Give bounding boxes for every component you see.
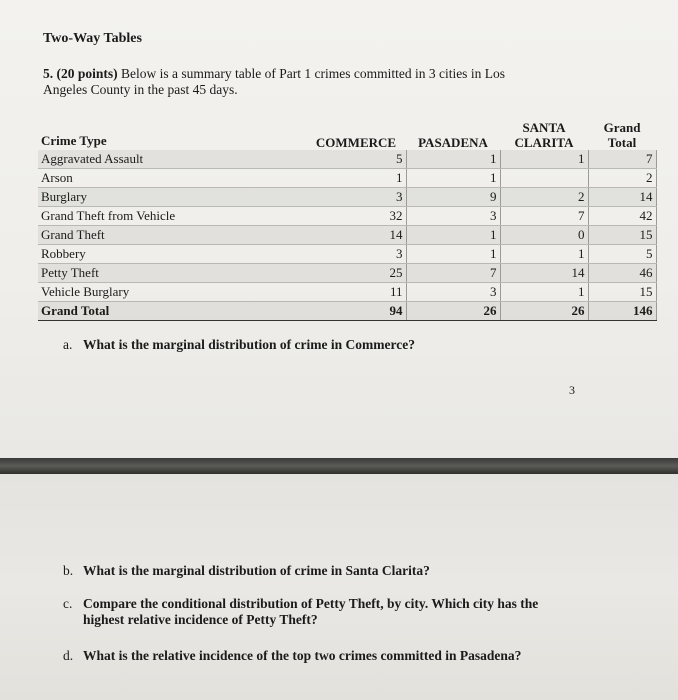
problem-points: (20 points) — [56, 66, 118, 81]
santa-clarita-cell: 1 — [500, 245, 588, 264]
crime-cell: Vehicle Burglary — [38, 283, 306, 302]
question-c-text-line1: Compare the conditional distribution of Petty Theft, by city. Which city has the — [83, 596, 539, 611]
grand-total-label: Grand Total — [38, 302, 306, 321]
santa-clarita-cell: 1 — [500, 150, 588, 169]
total-cell: 14 — [588, 188, 656, 207]
table-row — [38, 207, 656, 226]
total-cell: 15 — [588, 226, 656, 245]
santa-clarita-cell — [500, 169, 588, 188]
stray-page-mark: 3 — [569, 383, 575, 397]
santa-clarita-cell: 7 — [500, 207, 588, 226]
table-row — [38, 188, 656, 207]
santa-clarita-cell: 14 — [500, 264, 588, 283]
grand-total-pasadena: 26 — [406, 302, 500, 321]
header-grand-total-line2: Total — [607, 135, 637, 150]
crime-cell: Arson — [38, 169, 306, 188]
commerce-cell: 11 — [306, 283, 406, 302]
commerce-cell: 14 — [306, 226, 406, 245]
pasadena-cell: 1 — [406, 245, 500, 264]
table-row — [38, 283, 656, 302]
table-row — [38, 226, 656, 245]
question-b-label: b. — [63, 563, 74, 578]
pasadena-cell: 1 — [406, 169, 500, 188]
question-b — [63, 563, 430, 579]
header-grand-total-line1: Grand — [603, 120, 641, 135]
commerce-cell: 32 — [306, 207, 406, 226]
problem-number: 5. — [43, 66, 54, 81]
santa-clarita-cell: 0 — [500, 226, 588, 245]
crime-cell: Grand Theft from Vehicle — [38, 207, 306, 226]
question-a-text: What is the marginal distribution of crime in Commerce? — [83, 337, 415, 352]
total-cell: 5 — [588, 245, 656, 264]
question-c — [63, 596, 538, 628]
total-cell: 46 — [588, 264, 656, 283]
table-row — [38, 169, 656, 188]
table-row — [38, 150, 656, 169]
total-cell: 7 — [588, 150, 656, 169]
table-row — [38, 245, 656, 264]
section-title: Two-Way Tables — [43, 31, 142, 46]
crime-cell: Robbery — [38, 245, 306, 264]
question-d-text: What is the relative incidence of the top two crimes committed in Pasadena? — [83, 648, 522, 663]
problem-text-line2: Angeles County in the past 45 days. — [43, 82, 238, 97]
total-cell: 2 — [588, 169, 656, 188]
crime-summary-table — [38, 116, 657, 321]
pasadena-cell: 3 — [406, 283, 500, 302]
header-crime-type: Crime Type — [41, 133, 107, 148]
question-c-text-line2: highest relative incidence of Petty Theft? — [83, 612, 318, 627]
pasadena-cell: 3 — [406, 207, 500, 226]
total-cell: 15 — [588, 283, 656, 302]
header-commerce: COMMERCE — [315, 135, 397, 150]
problem-statement — [43, 66, 505, 98]
question-a-label: a. — [63, 337, 73, 352]
question-a — [63, 337, 415, 353]
question-b-text: What is the marginal distribution of crime in Santa Clarita? — [83, 563, 430, 578]
pasadena-cell: 1 — [406, 226, 500, 245]
header-pasadena: PASADENA — [418, 135, 488, 150]
grand-total-santa-clarita: 26 — [500, 302, 588, 321]
header-santa-clarita — [500, 116, 588, 150]
header-santa-clarita-line1: SANTA — [522, 120, 566, 135]
grand-total-commerce: 94 — [306, 302, 406, 321]
question-c-label: c. — [63, 596, 73, 611]
worksheet-page-bottom — [0, 474, 678, 700]
pasadena-cell: 7 — [406, 264, 500, 283]
grand-total-overall: 146 — [588, 302, 656, 321]
table-header-row — [38, 116, 656, 150]
problem-text-line1: Below is a summary table of Part 1 crimes committed in 3 cities in Los — [121, 66, 505, 81]
crime-cell: Aggravated Assault — [38, 150, 306, 169]
crime-cell: Grand Theft — [38, 226, 306, 245]
pasadena-cell: 9 — [406, 188, 500, 207]
commerce-cell: 5 — [306, 150, 406, 169]
table-row — [38, 264, 656, 283]
header-santa-clarita-line2: CLARITA — [514, 135, 574, 150]
page-fold-band — [0, 458, 678, 474]
total-cell: 42 — [588, 207, 656, 226]
pasadena-cell: 1 — [406, 150, 500, 169]
commerce-cell: 25 — [306, 264, 406, 283]
question-d-label: d. — [63, 648, 74, 663]
commerce-cell: 3 — [306, 245, 406, 264]
commerce-cell: 1 — [306, 169, 406, 188]
grand-total-row — [38, 302, 656, 321]
crime-cell: Petty Theft — [38, 264, 306, 283]
commerce-cell: 3 — [306, 188, 406, 207]
santa-clarita-cell: 2 — [500, 188, 588, 207]
crime-cell: Burglary — [38, 188, 306, 207]
header-grand-total — [588, 116, 656, 150]
santa-clarita-cell: 1 — [500, 283, 588, 302]
question-d — [63, 648, 521, 664]
